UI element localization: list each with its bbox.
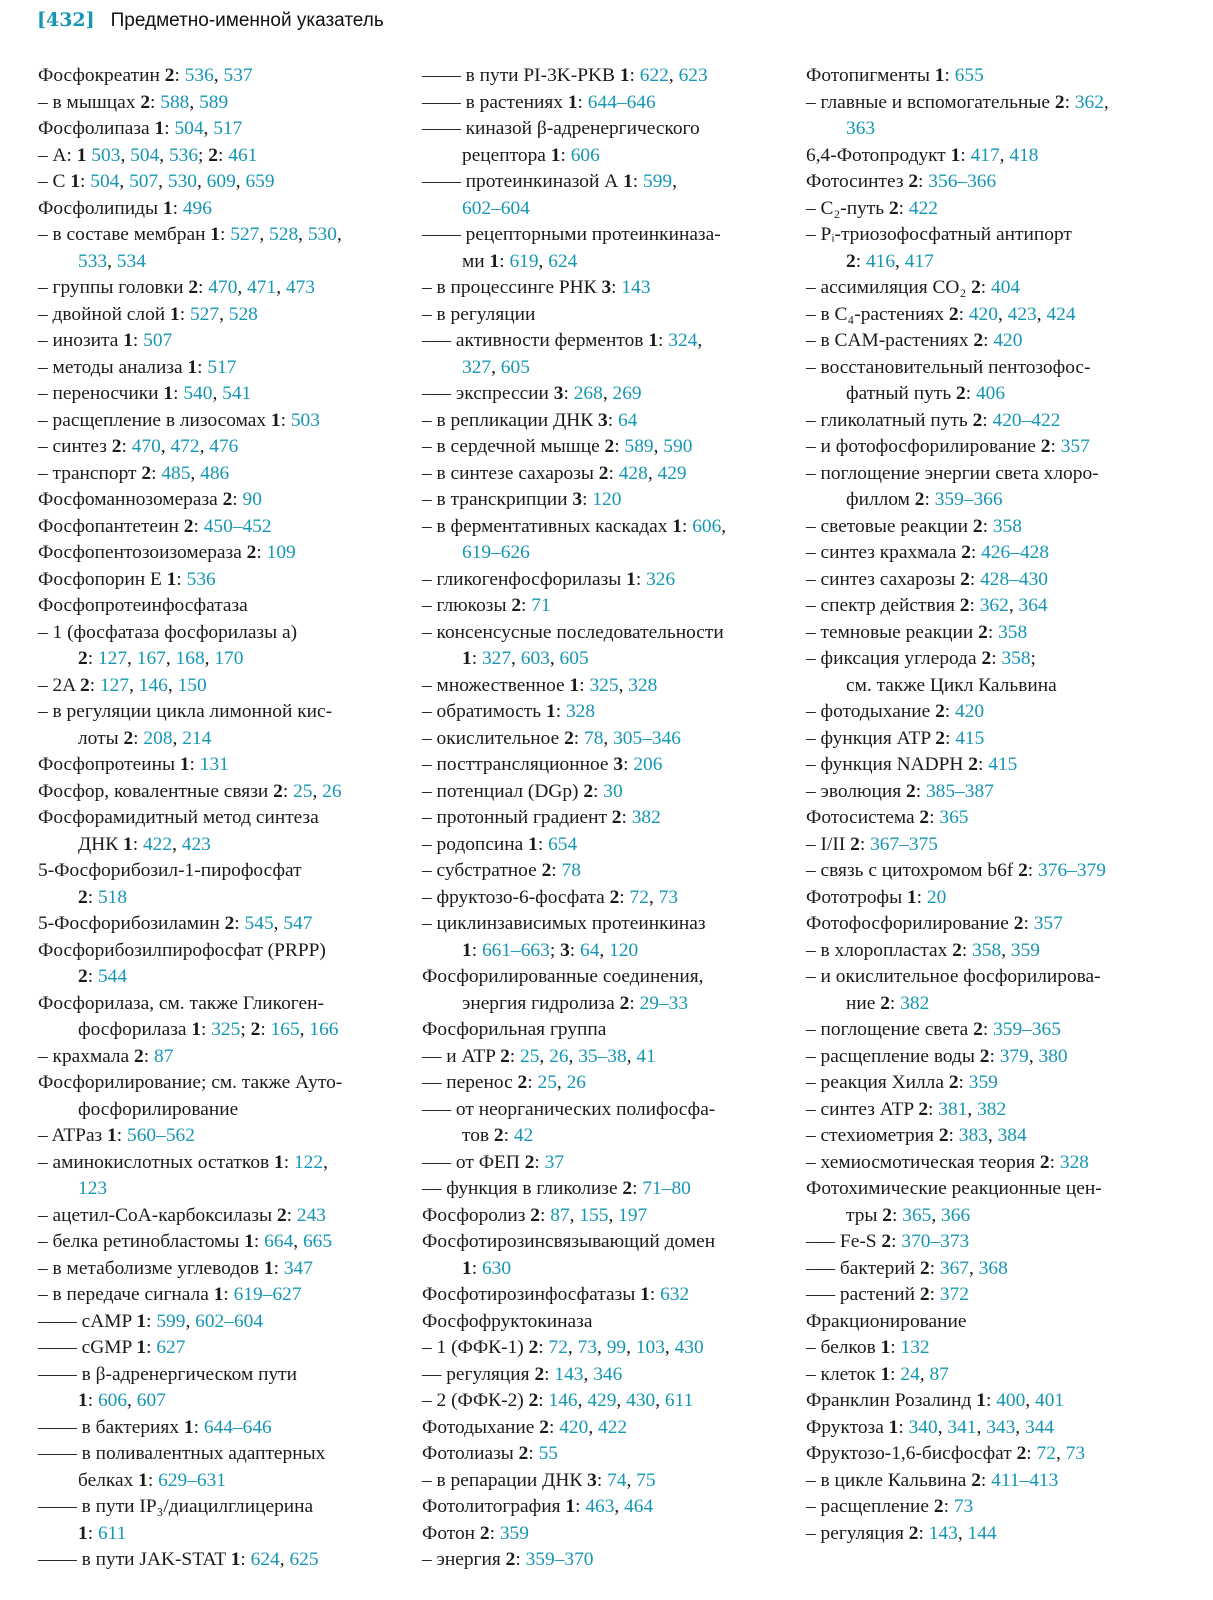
index-entry-line: – главные и вспомогательные 2: 362, [806, 91, 1109, 113]
index-entry-line: – обратимость 1: 328 [422, 701, 596, 722]
index-entry-line: – расщепление 2: 73 [806, 1496, 974, 1517]
index-entry-line: – синтез ATP 2: 381, 382 [806, 1098, 1007, 1120]
index-entry-line: – инозита 1: 507 [38, 330, 173, 351]
index-entry-line: – фотодыхание 2: 420 [806, 701, 985, 722]
index-entry-line: Фосфорилированные соединения, [422, 966, 704, 987]
index-entry-line: – С 1: 504, 507, 530, 609, 659 [38, 171, 275, 192]
index-entry-line: – Pᵢ-триозофосфатный антипорт [806, 224, 1072, 245]
index-entry-line: – синтез сахарозы 2: 428–430 [806, 568, 1048, 590]
index-entry-line: 5-Фосфорибозил-1-пирофосфат [38, 860, 302, 881]
index-entry-line: Фосфопротеины 1: 131 [38, 754, 229, 775]
index-entry-line: – белков 1: 132 [806, 1337, 930, 1358]
index-entry-line: 2: 127, 167, 168, 170 [78, 648, 244, 669]
index-entry-line: Фосфорилирование; см. также Ауто- [38, 1072, 343, 1093]
index-entry-line: – в сердечной мышце 2: 589, 590 [422, 436, 693, 457]
index-entry-line: Фосфопентозоизомераза 2: 109 [38, 542, 296, 563]
index-entry-line: – 1 (фосфатаза фосфорилазы а) [38, 621, 298, 643]
index-entry-line: – протонный градиент 2: 382 [422, 807, 661, 828]
index-entry-line: Фруктозо-1,6-бисфосфат 2: 72, 73 [806, 1443, 1086, 1464]
index-entry-line: Фосфорилаза, см. также Гликоген- [38, 992, 324, 1014]
index-entry-line: – хемиосмотическая теория 2: 328 [806, 1151, 1089, 1173]
index-entry-line: Фосфопротеинфосфатаза [38, 595, 248, 616]
index-entry-line: – регуляция 2: 143, 144 [806, 1522, 997, 1544]
index-entry-line: Фосфотирозинсвязывающий домен [422, 1231, 716, 1252]
index-entry-line: 2: 518 [78, 886, 128, 908]
index-entry-line: – расщепление воды 2: 379, 380 [806, 1045, 1068, 1067]
index-entry-line: ––– активности ферментов 1: 324, [422, 330, 703, 351]
index-entry-line: – световые реакции 2: 358 [806, 515, 1022, 537]
index-entry-line: –– регуляция 2: 143, 346 [422, 1363, 623, 1385]
index-entry-line: –––– рецепторными протеинкиназа- [422, 224, 721, 245]
index-entry-line: –––– cGMP 1: 627 [38, 1337, 186, 1358]
index-entry-line: Фотон 2: 359 [422, 1522, 529, 1544]
index-entry-line: Фосфолипиды 1: 496 [38, 197, 212, 219]
index-entry-line: – гликолатный путь 2: 420–422 [806, 409, 1061, 431]
index-entry-line: – гликогенфосфорилазы 1: 326 [422, 568, 676, 590]
index-entry-line: – в C₄-растениях 2: 420, 423, 424 [806, 303, 1076, 325]
index-entry-line: – окислительное 2: 78, 305–346 [422, 727, 681, 749]
index-entry-line: – стехиометрия 2: 383, 384 [806, 1125, 1027, 1146]
index-entry-line: фосфорилаза 1: 325; 2: 165, 166 [78, 1019, 339, 1040]
index-entry-line: – родопсина 1: 654 [422, 833, 578, 855]
index-entry-line: Фотосинтез 2: 356–366 [806, 171, 997, 192]
index-entry-line: –––– в пути PI-3K-PKB 1: 622, 623 [422, 65, 708, 86]
index-entry-line: Фотолиазы 2: 55 [422, 1443, 558, 1464]
index-entry-line: – циклинзависимых протеинкиназ [422, 913, 706, 934]
index-entry-line: – в синтезе сахарозы 2: 428, 429 [422, 462, 687, 484]
index-entry-line: – реакция Хилла 2: 359 [806, 1072, 998, 1093]
index-entry-line: –––– протеинкиназой А 1: 599, [422, 171, 677, 192]
index-entry-line: – C₂-путь 2: 422 [806, 197, 938, 219]
index-column-1 [38, 63, 393, 1574]
index-entry-line: 2: 416, 417 [846, 250, 934, 272]
index-entry-line: – в цикле Кальвина 2: 411–413 [806, 1469, 1059, 1491]
index-entry-line: – функция NADPH 2: 415 [806, 754, 1018, 775]
index-entry-line: 1: 606, 607 [78, 1390, 166, 1411]
index-entry-line: –––– в пути JAK-STAT 1: 624, 625 [38, 1549, 319, 1570]
index-entry-line: белках 1: 629–631 [78, 1469, 226, 1491]
page-number: [432] [37, 9, 95, 31]
index-entry-line: Фотосистема 2: 365 [806, 807, 969, 828]
index-entry-line: – в мышцах 2: 588, 589 [38, 91, 229, 113]
index-entry-line: –––– в пути IP₃/диацилглицерина [38, 1496, 314, 1517]
index-entry-line: – 2 (ФФК-2) 2: 146, 429, 430, 611 [422, 1390, 694, 1411]
index-entry-line: ––– Fe-S 2: 370–373 [806, 1231, 970, 1252]
index-entry-line: Фосфофруктокиназа [422, 1310, 593, 1332]
index-entry-line: –––– в β-адренергическом пути [38, 1363, 297, 1385]
index-entry-line: 2: 544 [78, 966, 128, 987]
index-entry-line: – методы анализа 1: 517 [38, 356, 237, 378]
index-entry-line: – эволюция 2: 385–387 [806, 780, 994, 802]
index-entry-line: – фруктозо-6-фосфата 2: 72, 73 [422, 886, 679, 908]
index-entry-line: 619–626 [462, 542, 530, 563]
index-entry-line: –––– киназой β-адренергического [422, 118, 700, 139]
index-entry-line: –– функция в гликолизе 2: 71–80 [422, 1178, 691, 1199]
index-entry-line: – глюкозы 2: 71 [422, 595, 551, 616]
index-entry-line: – синтез 2: 470, 472, 476 [38, 436, 239, 457]
index-entry-line: лоты 2: 208, 214 [78, 727, 212, 749]
index-entry-line: – фиксация углерода 2: 358; [806, 648, 1036, 669]
index-entry-line: – 2A 2: 127, 146, 150 [38, 674, 207, 696]
index-entry-line: Фотопигменты 1: 655 [806, 65, 984, 86]
index-entry-line: – белка ретинобластомы 1: 664, 665 [38, 1231, 333, 1252]
index-entry-line: филлом 2: 359–366 [846, 489, 1003, 510]
index-entry-line: – в транскрипции 3: 120 [422, 489, 622, 510]
index-entry-line: – в процессинге РНК 3: 143 [422, 277, 651, 298]
index-entry-line: Фосфокреатин 2: 536, 537 [38, 65, 253, 86]
index-entry-line: Фосфотирозинфосфатазы 1: 632 [422, 1284, 690, 1305]
index-entry-line: – субстратное 2: 78 [422, 860, 581, 881]
index-entry-line: – в метаболизме углеводов 1: 347 [38, 1257, 313, 1279]
index-entry-line: – в репликации ДНК 3: 64 [422, 409, 638, 431]
index-entry-line: тов 2: 42 [462, 1125, 534, 1146]
index-entry-line: Фотохимические реакционные цен- [806, 1178, 1102, 1199]
index-entry-line: – в репарации ДНК 3: 74, 75 [422, 1469, 656, 1491]
index-entry-line: – связь с цитохромом b6f 2: 376–379 [806, 860, 1106, 881]
index-entry-line: – в хлоропластах 2: 358, 359 [806, 939, 1040, 961]
index-entry-line: 363 [846, 118, 876, 139]
index-entry-line: см. также Цикл Кальвина [846, 674, 1057, 696]
index-entry-line: ––– бактерий 2: 367, 368 [806, 1257, 1008, 1279]
index-entry-line: – поглощение энергии света хлоро- [806, 462, 1099, 484]
index-entry-line: – двойной слой 1: 527, 528 [38, 303, 258, 325]
page-title: Предметно-именной указатель [110, 10, 384, 31]
index-entry-line: 327, 605 [462, 356, 530, 378]
index-entry-line: ––– от неорганических полифосфа- [422, 1098, 716, 1120]
index-entry-line: – консенсусные последовательности [422, 621, 724, 643]
index-entry-line: – крахмала 2: 87 [38, 1045, 174, 1067]
index-entry-line: Фракционирование [806, 1310, 967, 1332]
index-entry-line: фосфорилирование [78, 1098, 239, 1120]
index-entry-line: Фосфоманнозомераза 2: 90 [38, 489, 262, 510]
index-entry-line: –––– в поливалентных адаптерных [38, 1443, 326, 1464]
index-entry-line: ––– экспрессии 3: 268, 269 [422, 383, 642, 404]
index-entry-line: – в регуляции цикла лимонной кис- [38, 701, 333, 722]
index-entry-line: – расщепление в лизосомах 1: 503 [38, 409, 320, 431]
index-entry-line: – в составе мембран 1: 527, 528, 530, [38, 224, 342, 245]
index-entry-line: – в ферментативных каскадах 1: 606, [422, 515, 727, 537]
index-entry-line: Фосфоролиз 2: 87, 155, 197 [422, 1204, 648, 1226]
index-entry-line: – в регуляции [422, 303, 536, 325]
index-entry-line: – темновые реакции 2: 358 [806, 621, 1028, 643]
index-entry-line: Фосфорибозилпирофосфат (PRPP) [38, 939, 326, 961]
index-entry-line: – клеток 1: 24, 87 [806, 1363, 949, 1385]
index-entry-line: – поглощение света 2: 359–365 [806, 1019, 1061, 1040]
index-entry-line: – 1 (ФФК-1) 2: 72, 73, 99, 103, 430 [422, 1337, 704, 1358]
index-entry-line: 602–604 [462, 197, 530, 219]
index-entry-line: Фосфорамидитный метод синтеза [38, 807, 319, 828]
index-entry-line: Франклин Розалинд 1: 400, 401 [806, 1390, 1065, 1411]
index-entry-line: Фосфопорин Е 1: 536 [38, 568, 216, 590]
index-entry-line: – множественное 1: 325, 328 [422, 674, 658, 696]
index-entry-line: 5-Фосфорибозиламин 2: 545, 547 [38, 913, 313, 934]
index-entry-line: ––– растений 2: 372 [806, 1284, 969, 1305]
index-entry-line: ние 2: 382 [846, 992, 930, 1014]
index-entry-line: – посттрансляционное 3: 206 [422, 754, 663, 775]
index-entry-line: ––– от ФЕП 2: 37 [422, 1151, 565, 1173]
index-entry-line: – ассимиляция CO₂ 2: 404 [806, 277, 1021, 298]
index-entry-line: – в CAM-растениях 2: 420 [806, 330, 1023, 351]
index-entry-line: –––– в растениях 1: 644–646 [422, 91, 656, 113]
index-entry-line: 1: 611 [78, 1522, 127, 1544]
index-entry-line: – энергия 2: 359–370 [422, 1549, 594, 1570]
index-entry-line: Фосфопантетеин 2: 450–452 [38, 515, 272, 537]
index-entry-line: – группы головки 2: 470, 471, 473 [38, 277, 315, 298]
index-entry-line: ми 1: 619, 624 [462, 250, 578, 272]
index-entry-line: энергия гидролиза 2: 29–33 [462, 992, 689, 1014]
index-entry-line: –––– cAMP 1: 599, 602–604 [38, 1310, 264, 1332]
index-entry-line: Фотолитография 1: 463, 464 [422, 1496, 654, 1517]
index-entry-line: – функция ATP 2: 415 [806, 727, 985, 749]
index-entry-line: –––– в бактериях 1: 644–646 [38, 1416, 272, 1438]
index-entry-line: – переносчики 1: 540, 541 [38, 383, 252, 404]
page-header [37, 9, 384, 43]
index-entry-line: Фосфорильная группа [422, 1019, 607, 1040]
index-entry-line: –– и ATP 2: 25, 26, 35–38, 41 [422, 1045, 656, 1067]
index-entry-line: – синтез крахмала 2: 426–428 [806, 542, 1050, 563]
index-entry-line: 1: 630 [462, 1257, 512, 1279]
index-entry-line: – ATPаз 1: 560–562 [38, 1125, 195, 1146]
index-entry-line: 1: 327, 603, 605 [462, 648, 589, 669]
index-entry-line: Фототрофы 1: 20 [806, 886, 947, 908]
index-entry-line: Фруктоза 1: 340, 341, 343, 344 [806, 1416, 1055, 1438]
index-entry-line: – транспорт 2: 485, 486 [38, 462, 230, 484]
index-entry-line: – в передаче сигнала 1: 619–627 [38, 1284, 302, 1305]
index-entry-line: 1: 661–663; 3: 64, 120 [462, 939, 639, 961]
index-entry-line: – и фотофосфорилирование 2: 357 [806, 436, 1090, 457]
index-entry-line: фатный путь 2: 406 [846, 383, 1006, 404]
index-entry-line: – I/II 2: 367–375 [806, 833, 938, 855]
index-entry-line: – спектр действия 2: 362, 364 [806, 595, 1048, 616]
index-entry-line: Фотофосфорилирование 2: 357 [806, 913, 1063, 934]
index-entry-line: тры 2: 365, 366 [846, 1204, 971, 1226]
index-column-3 [806, 63, 1166, 1547]
index-entry-line: рецептора 1: 606 [462, 144, 600, 166]
index-entry-line: 533, 534 [78, 250, 146, 272]
index-entry-line: Фотодыхание 2: 420, 422 [422, 1416, 628, 1438]
index-entry-line: – А: 1 503, 504, 536; 2: 461 [38, 144, 258, 166]
index-entry-line: 123 [78, 1178, 108, 1199]
index-entry-line: – восстановительный пентозофос- [806, 356, 1091, 378]
index-entry-line: Фосфолипаза 1: 504, 517 [38, 118, 243, 139]
index-entry-line: 6,4-Фотопродукт 1: 417, 418 [806, 144, 1039, 166]
index-entry-line: – ацетил-CoA-карбоксилазы 2: 243 [38, 1204, 326, 1226]
index-column-2 [422, 63, 782, 1574]
index-entry-line: ДНК 1: 422, 423 [78, 833, 211, 855]
index-entry-line: Фосфор, ковалентные связи 2: 25, 26 [38, 780, 342, 802]
index-entry-line: – и окислительное фосфорилирова- [806, 966, 1101, 987]
index-entry-line: – потенциал (DGp) 2: 30 [422, 780, 623, 802]
index-entry-line: –– перенос 2: 25, 26 [422, 1072, 586, 1093]
index-entry-line: – аминокислотных остатков 1: 122, [38, 1151, 328, 1173]
